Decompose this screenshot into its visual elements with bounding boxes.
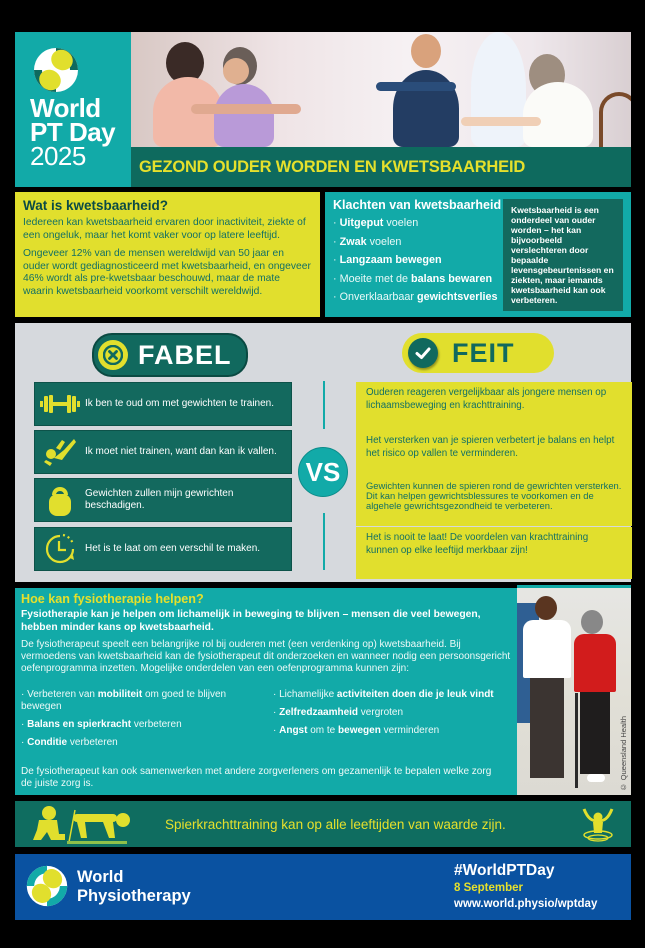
dumbbell-icon (35, 393, 85, 415)
list-item: · Zelfredzaamheid vergroten (273, 707, 404, 718)
fact-card: Gewichten kunnen de spieren rond de gewrichten versterken. Dit kan helpen gewrichtsblessures te voorkomen en de algehele gewrichtsgezondheid te verbeteren. (356, 478, 632, 526)
vs-divider-line (323, 381, 325, 429)
list-item: · Verbeteren van mobiliteit om goed te blijven bewegen (21, 689, 227, 712)
myth-card (34, 478, 292, 522)
x-circle-icon (98, 340, 128, 370)
strength-training-exercise-icon (27, 804, 137, 844)
list-item: · Moeite met de balans bewaren (333, 272, 493, 285)
myth-card (34, 430, 292, 474)
logo-line-world: World (30, 93, 101, 123)
how-physio-helps-footer: De fysiotherapeut kan ook samenwerken met andere zorgverleners om gezamenlijk te bepalen welke zorg de juiste zorg is. (21, 766, 492, 789)
world-physiotherapy-wordmark: World Physiotherapy (77, 868, 191, 905)
logo-wordmark (30, 93, 116, 171)
list-item: · Lichamelijke activiteiten doen die je leuk vindt (273, 689, 494, 700)
myth-text: Gewichten zullen mijn gewrichten beschadigen. (85, 487, 234, 511)
how-physio-helps-section (15, 588, 517, 795)
exercise-program-list-right (273, 689, 517, 743)
clock-icon (35, 532, 85, 566)
fact-card: Ouderen reageren vergelijkbaar als jongere mensen op lichaamsbeweging en krachttraining. (356, 382, 632, 434)
page-title: GEZOND OUDER WORDEN EN KWETSBAARHEID (131, 147, 631, 187)
how-physio-helps-lead: Fysiotherapie kan je helpen om lichamelijk in beweging te blijven – mensen die veel bewegen, hebben minder kans op kwetsbaarheid. (21, 609, 481, 633)
header-photo-seniors-exercising (131, 32, 631, 147)
fact-card: Het versterken van je spieren verbetert je balans en helpt het risico op vallen te verminderen. (356, 430, 632, 482)
world-pt-day-logo-icon (32, 46, 80, 94)
myth-text: Ik ben te oud om met gewichten te trainen. (85, 397, 274, 409)
logo-line-year: 2025 (30, 141, 86, 171)
list-item: · Uitgeput voelen (333, 217, 419, 229)
water-exercise-icon (580, 805, 616, 843)
myth-card (34, 382, 292, 426)
strength-training-message: Spierkrachttraining kan op alle leeftijden van waarde zijn. (165, 816, 506, 832)
what-is-frailty-heading: Wat is kwetsbaarheid? (23, 198, 169, 213)
frailty-symptoms-heading: Klachten van kwetsbaarheid (333, 198, 502, 212)
exercise-program-list-left (21, 689, 261, 755)
checkmark-circle-icon (408, 338, 438, 368)
what-is-frailty-paragraph-2: Ongeveer 12% van de mensen wereldwijd van 50 jaar en ouder wordt gediagnosticeerd met kwetsbaarheid, en ongeveer 46% wordt als pre-kwetsbaar beschouwd, maar de mate waarin kwetsbaarheid voorkomt verschilt wereldwijd. (23, 248, 311, 297)
photo-credit: © Queensland Health (619, 715, 628, 791)
fact-label: FEIT (452, 337, 515, 368)
myth-label: FABEL (138, 339, 232, 370)
fact-header-pill (402, 333, 554, 373)
what-is-frailty-paragraph-1: Iedereen kan kwetsbaarheid ervaren door inactiviteit, ziekte of een ongeluk, maar het komt vaker voor op latere leeftijd. (23, 217, 306, 241)
vs-badge: VS (298, 447, 348, 497)
list-item: · Balans en spierkracht verbeteren (21, 719, 182, 730)
strength-training-banner (15, 801, 631, 847)
list-item: · Zwak voelen (333, 235, 402, 248)
how-physio-helps-body: De fysiotherapeut speelt een belangrijke rol bij ouderen met (een verdenking op) kwetsbaarheid. Bij vermoedens van kwetsbaarheid kan de fysiotherapeut dit onderzoeken en wanneer nodig een persoonsgericht oefenprogramma inzetten. Mogelijke onderdelen van een oefenprogramma kunnen zijn: (21, 639, 511, 674)
footer-event-info (454, 861, 597, 912)
logo-line-ptday: PT Day (30, 117, 116, 147)
list-item: · Langzaam bewegen (333, 254, 442, 266)
event-url-link[interactable]: www.world.physio/wptday (454, 898, 598, 910)
world-physiotherapy-logo-icon (25, 864, 69, 908)
event-date: 8 September (454, 882, 524, 894)
vs-divider-line (323, 513, 325, 570)
hashtag: #WorldPTDay (454, 862, 555, 879)
footer (15, 854, 631, 920)
myth-text: Ik moet niet trainen, want dan kan ik vallen. (85, 445, 277, 457)
kettlebell-icon (35, 483, 85, 517)
myth-text: Het is te laat om een verschil te maken. (85, 542, 261, 554)
physiotherapist-walking-with-patient-photo (517, 585, 631, 795)
list-item: · Angst om te bewegen verminderen (273, 725, 440, 736)
how-physio-helps-heading: Hoe kan fysiotherapie helpen? (21, 592, 204, 606)
fact-card: Het is nooit te laat! De voordelen van krachttraining kunnen op elke leeftijd merkbaar zijn! (356, 527, 632, 579)
frailty-note-callout: Kwetsbaarheid is een onderdeel van ouder worden – het kan bijvoorbeeld verslechteren door bepaalde levensgebeurtenissen en ziekten, maar iemands kwetsbaarheid kan ook verbeteren. (503, 199, 623, 311)
myth-header-pill (92, 333, 248, 377)
myth-card (34, 527, 292, 571)
list-item: · Conditie verbeteren (21, 737, 118, 748)
falling-person-icon (35, 436, 85, 468)
list-item: · Onverklaarbaar gewichtsverlies (333, 291, 498, 303)
world-pt-day-logo-panel (15, 32, 131, 187)
what-is-frailty-box (15, 192, 320, 317)
